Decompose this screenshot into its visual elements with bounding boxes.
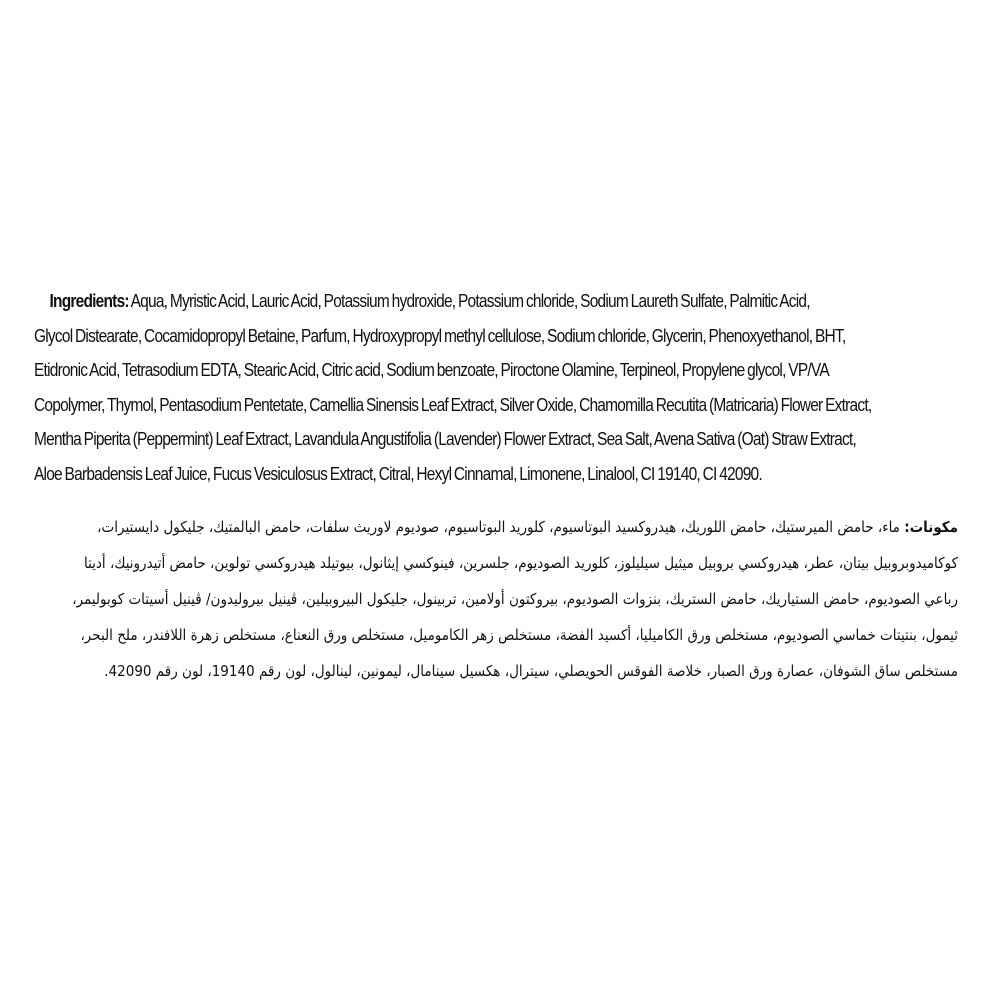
ingredients-ar-text: ماء، حامض الميرستيك، حامض اللوريك، هيدروكسيد البوتاسيوم، كلوريد البوتاسيوم، صوديوم لاوريث سلفات، حامض البالمتيك، جليكول دايستيرات،: [97, 518, 905, 536]
ingredients-arabic: [28, 509, 958, 689]
ingredients-ar-line-4: ثيمول، بنتيتات خماسي الصوديوم، مستخلص ورق الكاميليا، أكسيد الفضة، مستخلص زهر الكاموميل، مستخلص ورق النعناع، مستخلص زهرة اللافندر، ملح البحر،: [80, 626, 959, 644]
ingredients-ar-line-2: كوكاميدوبروبيل بيتان، عطر، هيدروكسي بروبيل ميثيل سيليلوز، كلوريد الصوديوم، جلسرين، فينوكسي إيثانول، بيوتيلد هيدروكسي تولوين، حامض أتيدرونيك، أديتا: [83, 554, 958, 572]
ingredients-en-text: Aqua, Myristic Acid, Lauric Acid, Potassium hydroxide, Potassium chloride, Sodium Laureth Sulfate, Palmitic Acid,: [128, 291, 810, 311]
ingredients-en-heading: Ingredients:: [49, 291, 129, 311]
ingredients-ar-line-3: رباعي الصوديوم، حامض الستياريك، حامض الستريك، بنزوات الصوديوم، بيروكتون أولامين، تربينول، جليكول البيروبيلين، ڤينيل بيروليدون/ ڤينيل أسيتات كوبوليمر،: [72, 590, 959, 608]
ingredients-en-line-6: Aloe Barbadensis Leaf Juice, Fucus Vesiculosus Extract, Citral, Hexyl Cinnamal, Limonene, Linalool, CI 19140, CI 42090.: [34, 463, 762, 484]
ingredients-en-line-3: Etidronic Acid, Tetrasodium EDTA, Stearic Acid, Citric acid, Sodium benzoate, Piroctone Olamine, Terpineol, Propylene glycol, VP/VA: [34, 360, 829, 380]
ingredients-ar-line-1: [97, 509, 958, 545]
ingredients-en-line-4: Copolymer, Thymol, Pentasodium Pentetate, Camellia Sinensis Leaf Extract, Silver Oxide, Chamomilla Recutita (Matricaria) Flower Extract,: [34, 394, 872, 415]
ingredients-en-line-1: [34, 284, 838, 319]
ingredients-english: [34, 284, 969, 491]
ingredients-en-line-5: Mentha Piperita (Peppermint) Leaf Extract, Lavandula Angustifolia (Lavender) Flower Extract, Sea Salt, Avena Sativa (Oat) Straw Extract,: [34, 429, 856, 449]
ingredients-ar-line-5: مستخلص ساق الشوفان، عصارة ورق الصبار، خلاصة الفوقس الحويصلي، سيترال، هكسيل سينامال، ليمونين، لينالول، لون رقم 19140، لون رقم 42090.: [104, 662, 958, 680]
ingredients-ar-heading: مكونات:: [904, 518, 958, 536]
ingredients-en-line-2: Glycol Distearate, Cocamidopropyl Betaine, Parfum, Hydroxypropyl methyl cellulose, Sodium chloride, Glycerin, Phenoxyethanol, BHT,: [34, 325, 846, 346]
